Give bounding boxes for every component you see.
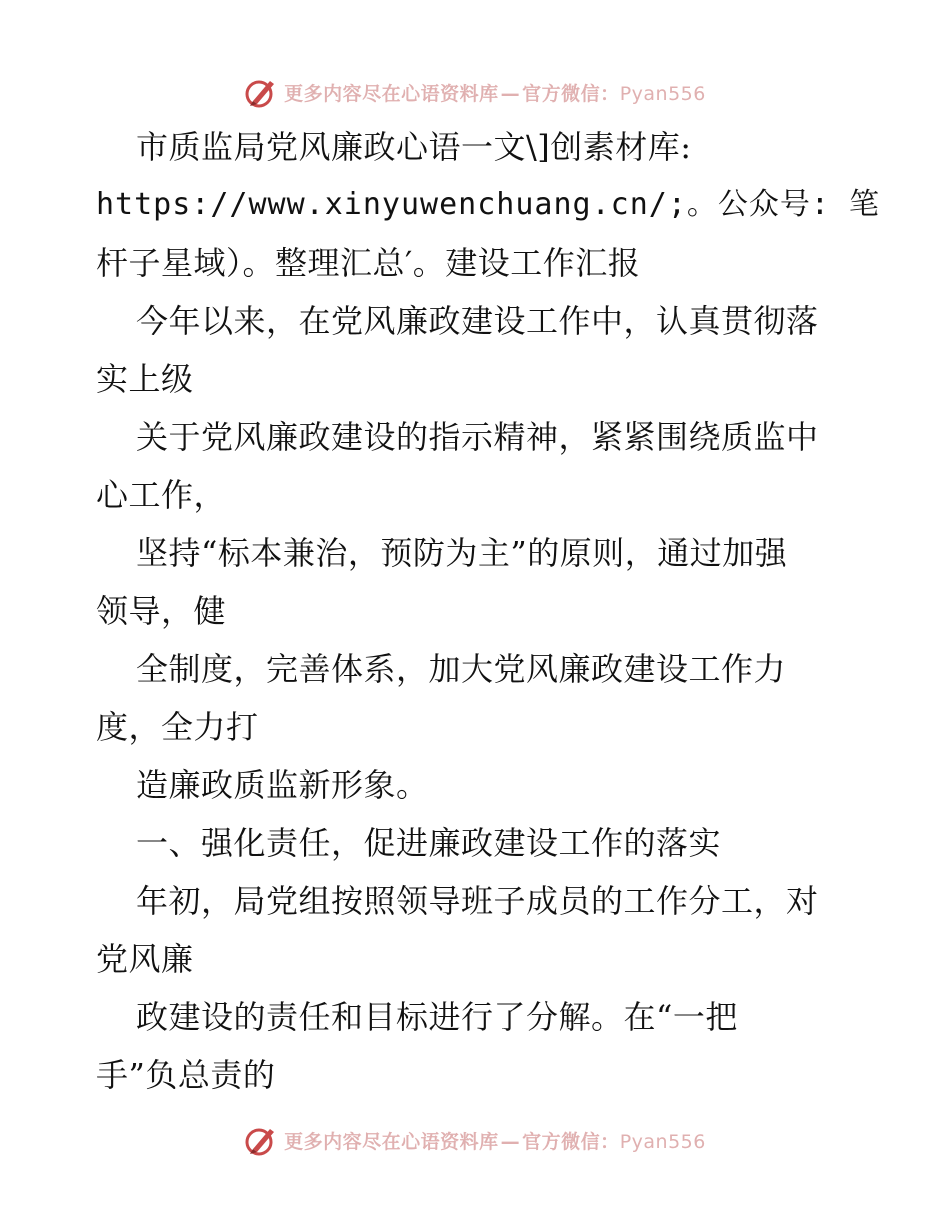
section-heading: 一、强化责任，促进廉政建设工作的落实 — [136, 824, 722, 862]
pen-logo-icon — [244, 75, 278, 109]
text-line: 政建设的责任和目标进行了分解。在“一把 — [136, 998, 738, 1036]
text-line: 全制度，完善体系，加大党风廉政建设工作力 — [136, 650, 787, 688]
text-line: 关于党风廉政建设的指示精神，紧紧围绕质监中 — [136, 418, 819, 456]
text-line: 今年以来，在党风廉政建设工作中，认真贯彻落 — [136, 302, 819, 340]
text-line: https://www.xinyuwenchuang.cn/;。公众号: 笔 — [96, 187, 881, 222]
text-line: 杆子星域）。整理汇总′。建设工作汇报 — [96, 244, 641, 282]
text-line: 领导，健 — [96, 592, 227, 630]
document-body — [96, 118, 881, 1104]
text-line: 市质监局党风廉政心语一文\]创素材库: — [136, 128, 692, 166]
text-line: 年初，局党组按照领导班子成员的工作分工，对 — [136, 882, 819, 920]
banner-text: 更多内容尽在心语资料库 — 官方微信：Pyan556 — [284, 82, 706, 105]
footer-watermark-banner — [0, 1120, 950, 1160]
header-watermark-banner — [0, 72, 950, 112]
text-line: 坚持“标本兼治，预防为主”的原则，通过加强 — [136, 534, 788, 572]
text-line: 心工作， — [96, 476, 227, 514]
text-line: 手”负总责的 — [96, 1056, 276, 1094]
text-line: 党风廉 — [96, 940, 194, 978]
text-line: 造廉政质监新形象。 — [136, 766, 429, 804]
banner-text: 更多内容尽在心语资料库 — 官方微信：Pyan556 — [284, 1130, 706, 1153]
text-line: 实上级 — [96, 360, 194, 398]
text-line: 度，全力打 — [96, 708, 259, 746]
pen-logo-icon — [244, 1123, 278, 1157]
